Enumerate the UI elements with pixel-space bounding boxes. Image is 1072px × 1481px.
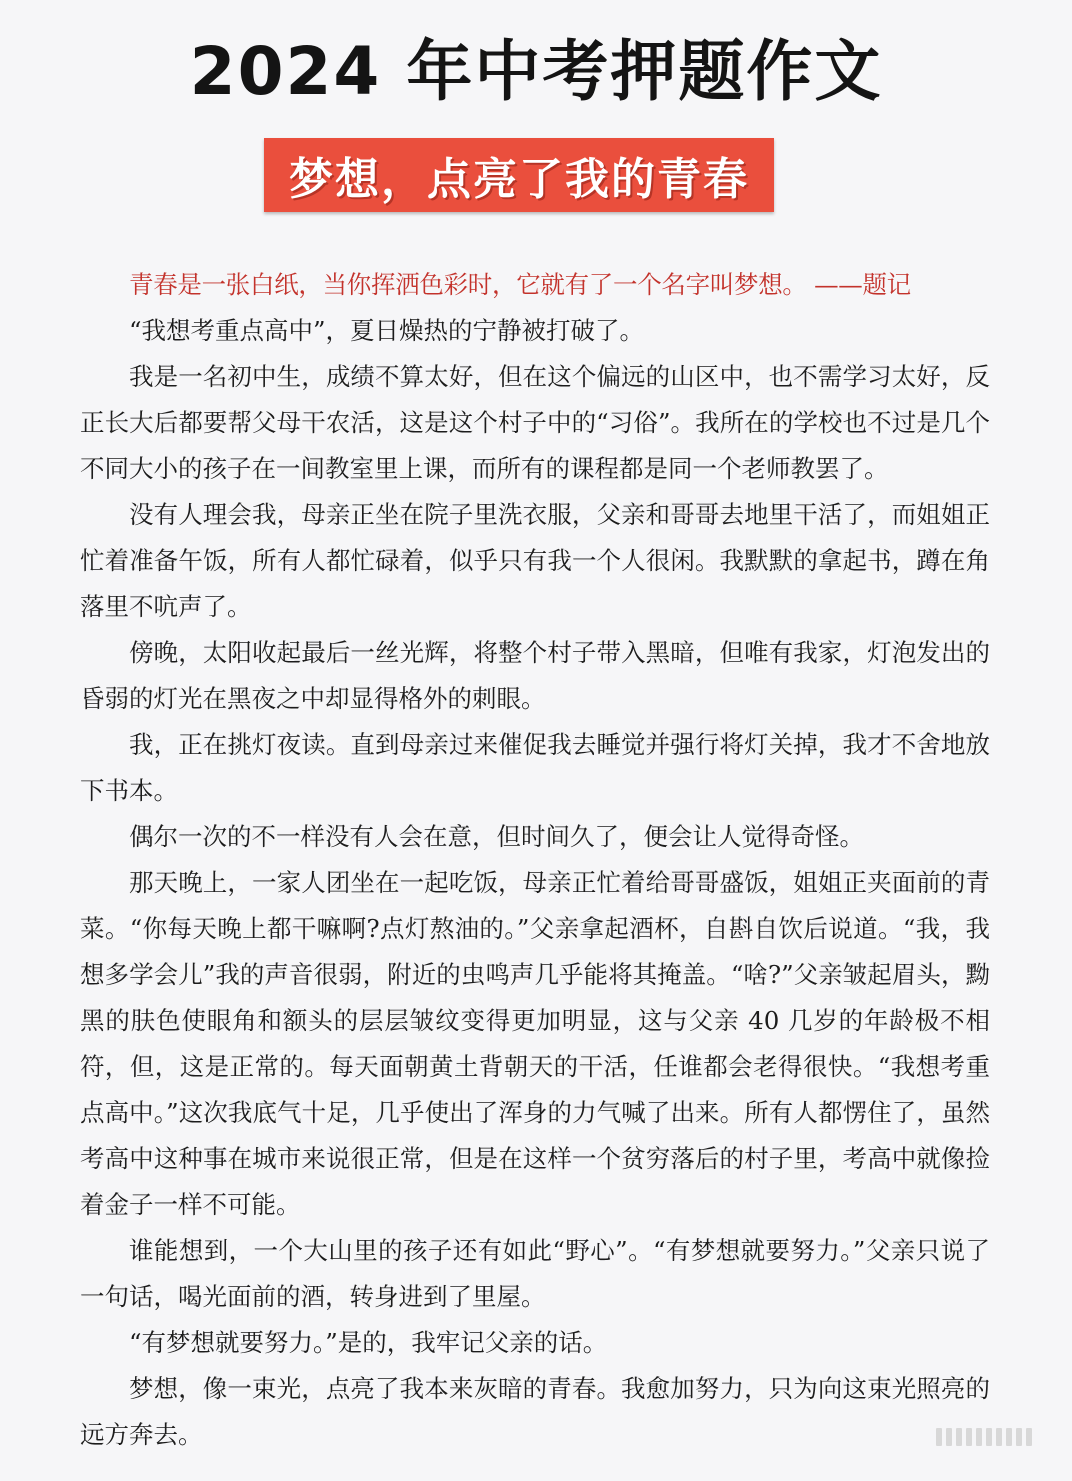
essay-title: 梦想，点亮了我的青春 bbox=[289, 154, 749, 205]
page-title: 2024 年中考押题作文 bbox=[189, 33, 883, 110]
paragraph: 没有人理会我，母亲正坐在院子里洗衣服，父亲和哥哥去地里干活了，而姐姐正忙着准备午饭，所有人都忙碌着，似乎只有我一个人很闲。我默默的拿起书，蹲在角落里不吭声了。 bbox=[80, 500, 990, 621]
paragraph: “我想考重点高中”，夏日燥热的宁静被打破了。 bbox=[129, 316, 645, 345]
paragraph: 我是一名初中生，成绩不算太好，但在这个偏远的山区中，也不需学习太好，反正长大后都要帮父母干农活，这是这个村子中的“习俗”。我所在的学校也不过是几个不同大小的孩子在一间教室里上课，而所有的课程都是同一个老师教罢了。 bbox=[80, 362, 990, 483]
paragraph: 我，正在挑灯夜读。直到母亲过来催促我去睡觉并强行将灯关掉，我才不舍地放下书本。 bbox=[80, 730, 990, 805]
paragraph: 傍晚，太阳收起最后一丝光辉，将整个村子带入黑暗，但唯有我家，灯泡发出的昏弱的灯光在黑夜之中却显得格外的刺眼。 bbox=[80, 638, 990, 713]
paragraph: 梦想，像一束光，点亮了我本来灰暗的青春。我愈加努力，只为向这束光照亮的远方奔去。 bbox=[80, 1374, 990, 1449]
essay-body bbox=[80, 262, 990, 1458]
paragraph: 那天晚上，一家人团坐在一起吃饭，母亲正忙着给哥哥盛饭，姐姐正夹面前的青菜。“你每天晚上都干嘛啊?点灯熬油的。”父亲拿起酒杯，自斟自饮后说道。“我，我想多学会儿”我的声音很弱，附近的虫鸣声几乎能将其掩盖。“啥?”父亲皱起眉头，黝黑的肤色使眼角和额头的层层皱纹变得更加明显，这与父亲 40 几岁的年龄极不相符，但，这是正常的。每天面朝黄土背朝天的干活，任谁都会老得很快。“我想考重点高中。”这次我底气十足，几乎使出了浑身的力气喊了出来。所有人都愣住了，虽然考高中这种事在城市来说很正常，但是在这样一个贫穷落后的村子里，考高中就像捡着金子一样不可能。 bbox=[80, 868, 990, 1219]
paragraph: 谁能想到，一个大山里的孩子还有如此“野心”。“有梦想就要努力。”父亲只说了一句话，喝光面前的酒，转身进到了里屋。 bbox=[80, 1236, 990, 1311]
epigraph: 青春是一张白纸，当你挥洒色彩时，它就有了一个名字叫梦想。 ——题记 bbox=[129, 270, 911, 299]
paragraph: 偶尔一次的不一样没有人会在意，但时间久了，便会让人觉得奇怪。 bbox=[129, 822, 864, 851]
watermark-icon bbox=[936, 1427, 1046, 1447]
essay-title-banner bbox=[264, 138, 774, 212]
paragraph: “有梦想就要努力。”是的，我牢记父亲的话。 bbox=[129, 1328, 608, 1357]
